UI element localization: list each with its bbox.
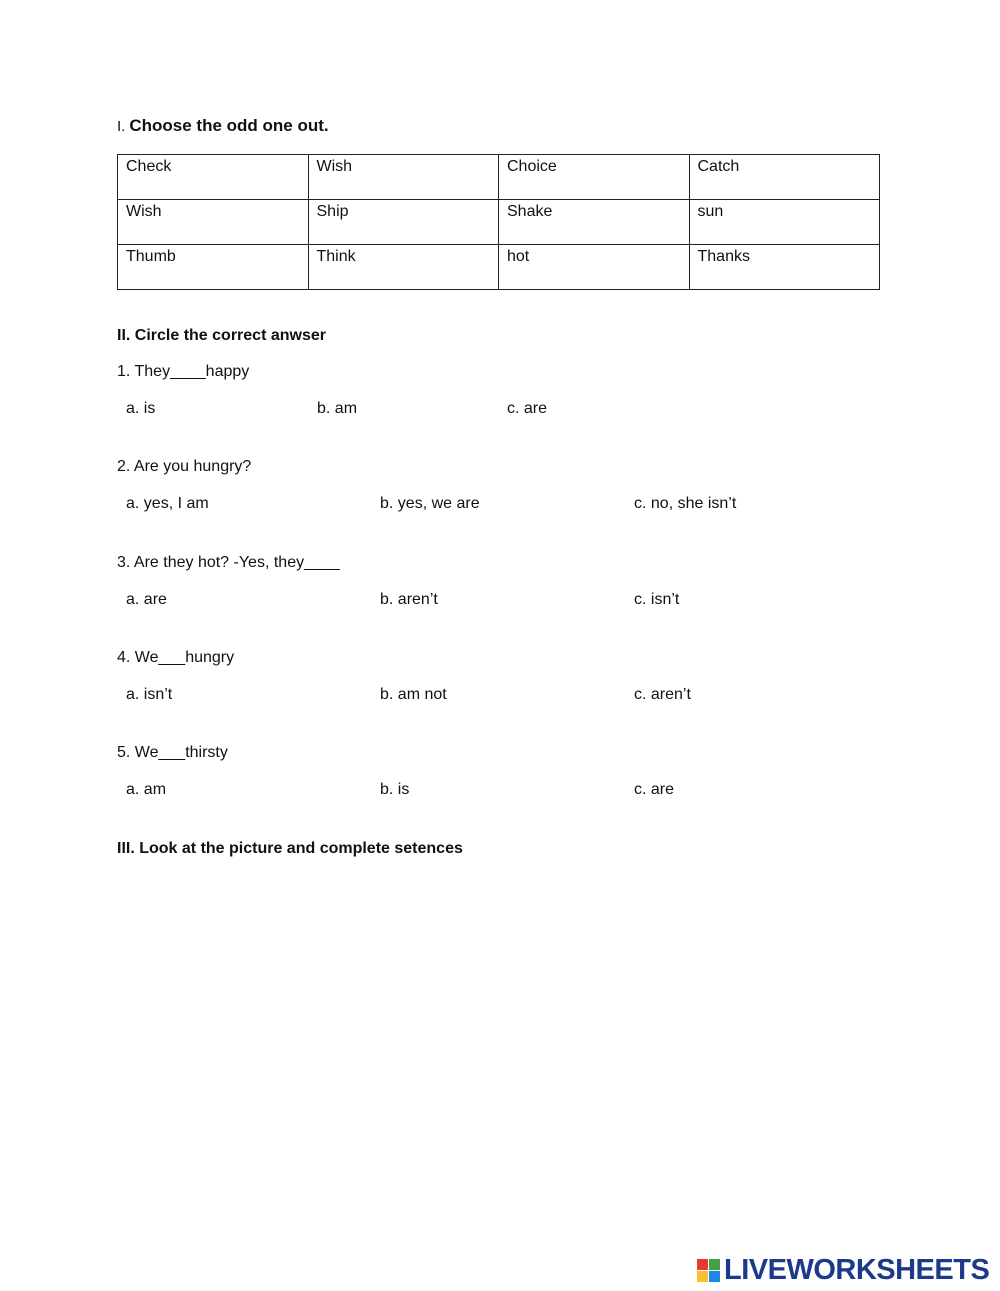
table-cell: Thanks	[689, 245, 880, 290]
table-cell: Shake	[499, 200, 690, 245]
question-4-option-b[interactable]: b. am not	[380, 686, 447, 703]
logo-block	[709, 1271, 720, 1282]
section-2-heading: II. Circle the correct anwser	[117, 327, 326, 344]
question-2-option-a[interactable]: a. yes, I am	[126, 495, 209, 512]
question-5-option-a[interactable]: a. am	[126, 781, 167, 798]
question-4: 4. We___hungry	[117, 649, 235, 666]
table-cell: Wish	[308, 155, 499, 200]
question-3-option-b[interactable]: b. aren’t	[380, 591, 438, 608]
liveworksheets-logo[interactable]	[697, 1255, 989, 1285]
question-2-option-b[interactable]: b. yes, we are	[380, 495, 480, 512]
table-cell: hot	[499, 245, 690, 290]
table-cell: Ship	[308, 200, 499, 245]
logo-block	[697, 1259, 708, 1270]
table-cell: Thumb	[118, 245, 309, 290]
section-1-title: Choose the odd one out.	[129, 116, 329, 135]
table-cell: Choice	[499, 155, 690, 200]
question-1-option-c[interactable]: c. are	[507, 400, 548, 417]
question-1-option-a[interactable]: a. is	[126, 400, 156, 417]
table-row	[118, 245, 880, 290]
logo-block	[709, 1259, 720, 1270]
question-5-option-b[interactable]: b. is	[380, 781, 410, 798]
question-3-option-a[interactable]: a. are	[126, 591, 167, 608]
section-1-heading	[117, 116, 329, 136]
section-3-heading: III. Look at the picture and complete setences	[117, 840, 463, 857]
question-5: 5. We___thirsty	[117, 744, 228, 761]
odd-one-out-table	[117, 154, 880, 290]
logo-text: LIVEWORKSHEETS	[724, 1254, 990, 1286]
logo-blocks-icon	[697, 1259, 720, 1282]
section-1-number: I.	[117, 118, 126, 135]
table-cell: Check	[118, 155, 309, 200]
table-row	[118, 155, 880, 200]
question-2: 2. Are you hungry?	[117, 458, 252, 475]
table-cell: Catch	[689, 155, 880, 200]
question-2-option-c[interactable]: c. no, she isn’t	[634, 495, 737, 512]
question-3-option-c[interactable]: c. isn’t	[634, 591, 680, 608]
question-1-option-b[interactable]: b. am	[317, 400, 358, 417]
question-5-option-c[interactable]: c. are	[634, 781, 675, 798]
table-cell: Wish	[118, 200, 309, 245]
table-cell: sun	[689, 200, 880, 245]
question-4-option-c[interactable]: c. aren’t	[634, 686, 691, 703]
logo-block	[697, 1271, 708, 1282]
table-row	[118, 200, 880, 245]
question-1: 1. They____happy	[117, 363, 250, 380]
question-3: 3. Are they hot? -Yes, they____	[117, 554, 340, 571]
table-cell: Think	[308, 245, 499, 290]
question-4-option-a[interactable]: a. isn’t	[126, 686, 173, 703]
